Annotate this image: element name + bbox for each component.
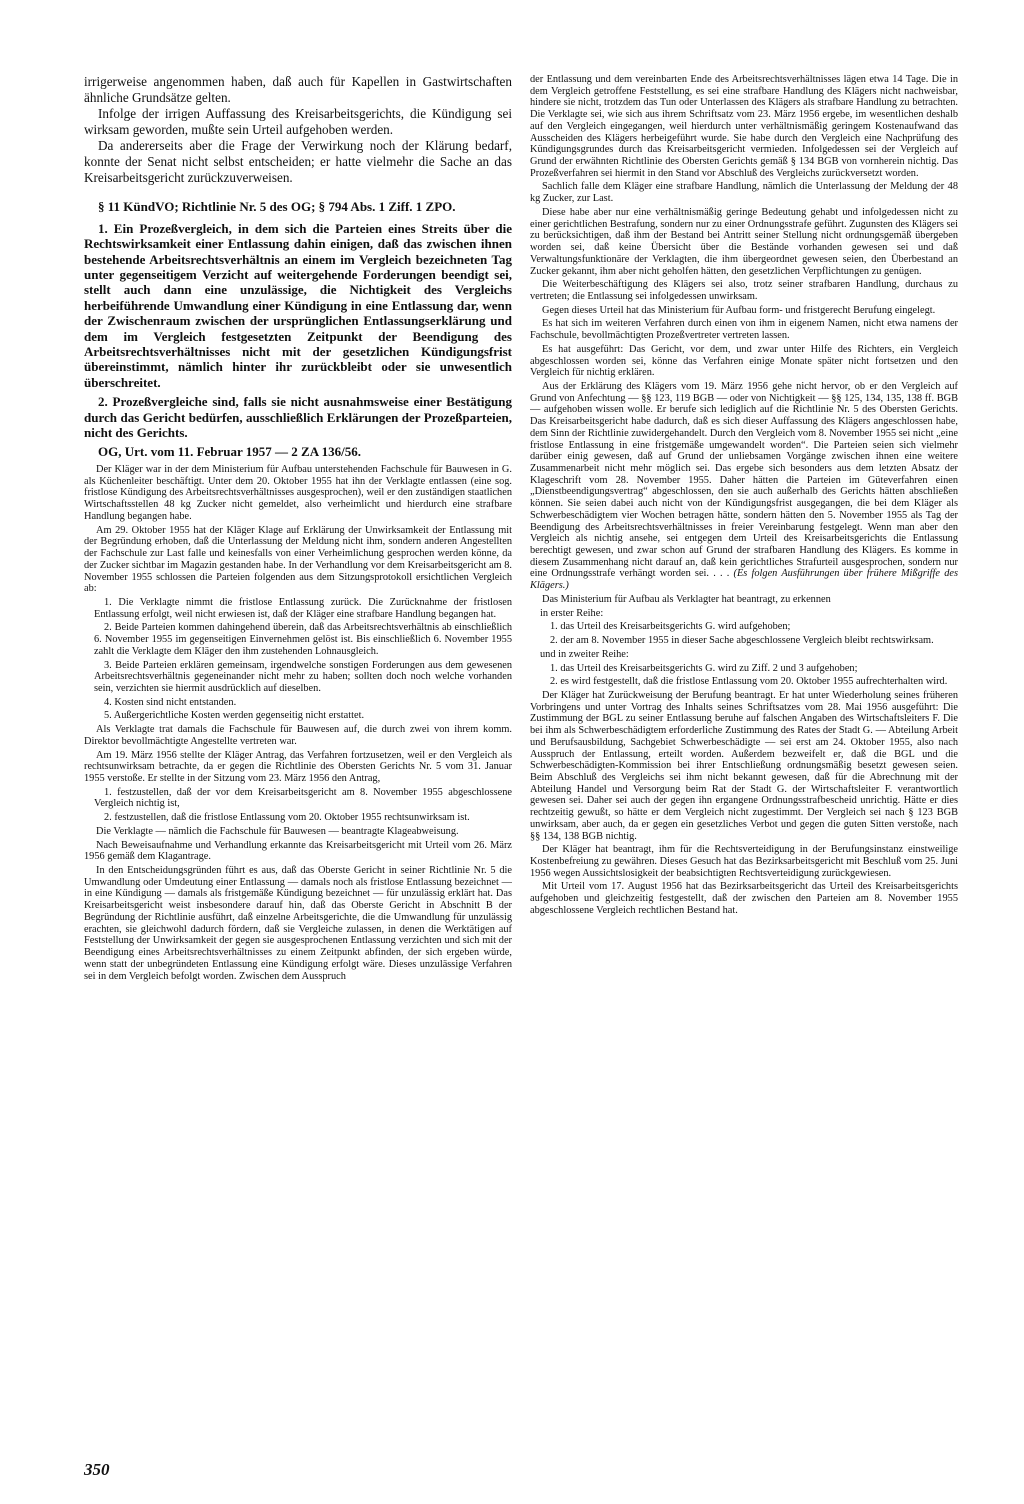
editorial-note: (Es folgen Ausführungen über frühere Mißgriffe des Klägers.) [530, 568, 958, 592]
motion-item: 1. das Urteil des Kreisarbeitsgerichts G. wird aufgehoben; [550, 621, 791, 633]
motion-item: 2. der am 8. November 1955 in dieser Sache abgeschlossene Vergleich bleibt rechtswirksam. [550, 635, 934, 647]
paragraph: Infolge der irrigen Auffassung des Kreisarbeitsgerichts, die Kündigung sei wirksam geworden, mußte sein Urteil aufgehoben werden. [84, 106, 512, 137]
paragraph: Am 29. Oktober 1955 hat der Kläger Klage auf Erklärung der Unwirksamkeit der Entlassung mit der Begründung erhoben, daß die Unterlassung der Meldung nicht ihm, sondern anderen Angestellten der Fachschule zur Last falle und keinesfalls von einer Verheimlichung gesprochen werden könne, da der Zucker sichtbar im Magazin gestanden habe. In der Verhandlung vor dem Kreisarbeitsgericht am 8. November 1955 schlossen die Parteien folgenden aus dem Sitzungsprotokoll ersichtlichen Vergleich ab: [84, 524, 512, 595]
settlement-item: 4. Kosten sind nicht entstanden. [104, 696, 237, 708]
motion-item: 2. es wird festgestellt, daß die fristlose Entlassung vom 20. Oktober 1955 aufrechterhalten wird. [550, 676, 948, 688]
paragraph: Am 19. März 1956 stellte der Kläger Antrag, das Verfahren fortzusetzen, weil er den Vergleich als rechtsunwirksam betrachte, da er gegen die Richtlinie des Obersten Gerichts Nr. 5 vom 31. Januar 1955 verstoße. Er stellte in der Sitzung vom 23. März 1956 den Antrag, [84, 749, 512, 784]
paragraph: Es hat ausgeführt: Das Gericht, vor dem, und zwar unter Hilfe des Richters, ein Vergleich abgeschlossen worden sei, könne das Verfahren einige Monate später nicht fortsetzen und den Vergleich für nichtig erklären. [530, 343, 958, 379]
paragraph: Nach Beweisaufnahme und Verhandlung erkannte das Kreisarbeitsgericht mit Urteil vom 26. März 1956 gemäß dem Klagantrage. [84, 839, 512, 863]
paragraph: Als Verklagte trat damals die Fachschule für Bauwesen auf, die durch zwei von ihrem komm. Direktor bevollmächtigte Angestellte vertreten war. [84, 724, 512, 747]
motion-label: in erster Reihe: [540, 607, 604, 619]
section-heading: § 11 KündVO; Richtlinie Nr. 5 des OG; § 794 Abs. 1 Ziff. 1 ZPO. [98, 199, 456, 215]
paragraph: Der Kläger hat beantragt, ihm für die Rechtsverteidigung in der Berufungsinstanz einstweilige Kostenbefreiung zu gewähren. Dieses Gesuch hat das Bezirksarbeitsgericht mit Beschluß vom 25. Juni 1956 wegen Aussichtslosigkeit der beabsichtigten Rechtsverteidigung zurückgewiesen. [530, 844, 958, 879]
right-column [530, 74, 958, 919]
paragraph: Mit Urteil vom 17. August 1956 hat das Bezirksarbeitsgericht das Urteil des Kreisarbeitsgerichts aufgehoben und gleichzeitig festgestellt, daß der zwischen den Parteien am 8. November 1955 abgeschlossene Vergleich rechtlichen Bestand hat. [530, 881, 958, 916]
paragraph: Das Ministerium für Aufbau als Verklagter hat beantragt, zu erkennen [542, 593, 831, 605]
settlement-item: 1. Die Verklagte nimmt die fristlose Entlassung zurück. Die Zurücknahme der fristlosen Entlassung erfolgt, weil nicht erwiesen ist, daß der Kläger eine strafbare Handlung begangen hat. [94, 596, 512, 620]
motion-item: 1. festzustellen, daß der vor dem Kreisarbeitsgericht am 8. November 1955 abgeschlossene Vergleich nichtig ist, [94, 786, 512, 810]
paragraph: Diese habe aber nur eine verhältnismäßig geringe Bedeutung gehabt und infolgedessen nicht zu einer gerichtlichen Bestrafung, sondern nur zu einer Ordnungsstrafe geführt. Zugunsten des Klägers sei zu berücksichtigen, daß ihm der Bestand bei Antritt seiner Stellung nicht ordnungsgemäß übergeben worden sei, daß keine Übersicht über die Bestände vorhanden gewesen sei und daß Verwaltungsfunktionäre der Verklagten, die ihm übergeordnet gewesen seien, den Überbestand an Zucker gekannt, ihm aber nicht geholfen hätten, den gesetzlichen Verpflichtungen zu genügen. [530, 206, 958, 277]
paragraph: Der Kläger war in der dem Ministerium für Aufbau unterstehenden Fachschule für Bauwesen in G. als Küchenleiter beschäftigt. Unter dem 20. Oktober 1955 hat ihn der Verklagte entlassen (eine sog. fristlose Kündigung des Arbeitsrechtsverhältnisses ausgesprochen), weil er den zuständigen staatlichen Wirtschaftsstellen 48 kg Zucker nicht gemeldet, also verheimlicht und hierdurch eine strafbare Handlung begangen habe. [84, 464, 512, 522]
paragraph: Es hat sich im weiteren Verfahren durch einen von ihm in eigenem Namen, nicht etwa namens der Fachschule, bevollmächtigten Prozeßvertreter vertreten lassen. [530, 318, 958, 342]
left-column [84, 74, 512, 984]
paragraph: der Entlassung und dem vereinbarten Ende des Arbeitsrechtsverhältnisses lägen etwa 14 Tage. Die in dem Vergleich getroffene Feststellung, es sei eine strafbare Handlung des Klägers nicht nachweisbar, hindere sie nicht, trotzdem das Tun oder Unterlassen des Klägers als strafbare Handlung zu betrachten. Die Verklagte sei, wie sich aus ihrem Schriftsatz vom 23. März 1956 ergebe, im wesentlichen deshalb auf den Vergleich eingegangen, weil hierdurch unter verhältnismäßig geringem Kostenaufwand das Ausscheiden des Klägers herbeigeführt wurde. Sie habe durch den Vergleich eine Nachprüfung des Kündigungsgrundes durch das Kreisarbeitsgericht vermieden. Infolgedessen sei der Vergleich auf Grund der erwähnten Richtlinie des Obersten Gerichts gemäß § 134 BGB von vornherein nichtig. Das Prozeßverfahren sei hiermit in den Stand vor Abschluß des Vergleichs zurückversetzt worden. [530, 74, 958, 179]
headnote-1: 1. Ein Prozeßvergleich, in dem sich die Parteien eines Streits über die Rechtswirksamkeit einer Entlassung dahin einigen, daß das zwischen ihnen bestehende Arbeitsrechtsverhältnis an einem im Vergleich bezeichneten Tag unter gegenseitigem Verzicht auf weitergehende Forderungen beendigt sei, stellt auch dann eine unzulässige, die Nichtigkeit des Vergleichs herbeiführende Umwandlung einer Kündigung in eine Entlassung dar, wenn der Zwischenraum zwischen der ursprünglichen Entlassungserklärung und dem im Vergleich festgesetzten Zeitpunkt der Beendigung des Arbeitsrechtsverhältnisses nicht mit der gesetzlichen Kündigungsfrist übereinstimmt, nämlich hinter ihr zurückbleibt oder sie unwesentlich überschreitet. [84, 220, 512, 390]
paragraph: Die Verklagte — nämlich die Fachschule für Bauwesen — beantragte Klageabweisung. [96, 825, 459, 837]
settlement-item: 2. Beide Parteien kommen dahingehend überein, daß das Arbeitsrechtsverhältnis ab einschließlich 6. November 1955 im gegenseitigen Einvernehmen gelöst ist. Bis einschließlich 6. November 1955 zahlt die Verklagte dem Kläger den ihm zustehenden Lohnausgleich. [94, 622, 512, 657]
decision-citation: OG, Urt. vom 11. Februar 1957 — 2 ZA 136/56. [98, 444, 362, 460]
paragraph: irrigerweise angenommen haben, daß auch für Kapellen in Gastwirtschaften ähnliche Grundsätze gelten. [84, 74, 512, 105]
paragraph [530, 381, 958, 592]
paragraph: Da andererseits aber die Frage der Verwirkung noch der Klärung bedarf, konnte der Senat nicht selbst entscheiden; er hatte vielmehr die Sache an das Kreisarbeitsgericht zurückzuverweisen. [84, 138, 512, 185]
headnote-2: 2. Prozeßvergleiche sind, falls sie nicht ausnahmsweise einer Bestätigung durch das Gericht bedürfen, ausschließlich Erklärungen der Prozeßparteien, nicht des Gerichts. [84, 394, 512, 441]
page-number: 350 [84, 1460, 110, 1479]
motion-item: 1. das Urteil des Kreisarbeitsgerichts G. wird zu Ziff. 2 und 3 aufgehoben; [550, 662, 858, 674]
paragraph: Der Kläger hat Zurückweisung der Berufung beantragt. Er hat unter Wiederholung seines früheren Vorbringens und unter Vortrag des Inhalts seines Schriftsatzes vom 28. Mai 1956 ausgeführt: Die Zustimmung der BGL zu seiner Entlassung beruhe auf falschen Angaben des Wirtschaftsleiters F. Die bei ihm als Schwerbeschädigtem erforderliche Zustimmung des Rates der Stadt G. — Abteilung Arbeit und Berufsausbildung, Sachgebiet Schwerbeschädigte — sei erst am 24. Oktober 1955, also nach Ausspruch der Entlassung, erteilt worden. Außerdem bezweifelt er, daß die BGL und die Schwerbeschädigten-Kommission bei ihrer Entschließung ordnungsmäßig besetzt gewesen seien. Beim Abschluß des Vergleichs sei ihm nicht bekannt gewesen, daß für die Abrechnung mit der Abteilung Handel und Versorgung beim Rat der Stadt G. der Wirtschaftsleiter F. verantwortlich gewesen sei. Daher sei auch der gegen ihn ergangene Ordnungsstrafbescheid unrichtig. Hätte er dies rechtzeitig gewußt, so hätte er dem Vergleich nicht zugestimmt. Der Vergleich sei nach § 123 BGB unwirksam, aber auch, da er gegen ein gesetzliches Verbot und gegen die guten Sitten verstoße, nach §§ 134, 138 BGB nichtig. [530, 689, 958, 842]
paragraph: Gegen dieses Urteil hat das Ministerium für Aufbau form- und fristgerecht Berufung eingelegt. [542, 304, 936, 316]
paragraph-text: Aus der Erklärung des Klägers vom 19. März 1956 gehe nicht hervor, ob er den Vergleich auf Grund von Anfechtung — §§ 123, 119 BGB — oder von Nichtigkeit — §§ 125, 134, 135, 138 ff. BGB — aufgehoben wissen wolle. Er berufe sich lediglich auf die Richtlinie Nr. 5 des Obersten Gerichts. Das Kreisarbeitsgericht habe dadurch, daß es sich dieser Auffassung des Klägers angeschlossen habe, dem Sinn der Richtlinie zuwidergehandelt. Durch den Vergleich vom 8. November 1955 sei nicht „eine fristlose Entlassung in eine fristgemäße umgewandelt worden“. Die Parteien seien sich vielmehr darüber einig gewesen, daß auf Grund der unliebsamen Vorgänge zwischen ihnen eine weitere Zusammenarbeit nicht mehr möglich sei. Das ergebe sich besonders aus dem letzten Absatz der Klageschrift vom 28. November 1955. Daher hätten die Parteien im Güteverfahren einen „Dienstbeendigungsvertrag“ abgeschlossen, den sie auch außerhalb des Gerichts hätten abschließen können. Sie seien dabei auch nicht von der Kündigungsfrist ausgegangen, die bei dem Kläger als Schwerbeschädigtem vier Wochen betragen hätte, sondern hätten den 5. November 1955 als Tag der Beendigung des Arbeitsrechtsverhältnisses in freier Vereinbarung festgelegt. Wenn man aber den Vergleich als nichtig ansehe, sei entgegen dem Urteil des Kreisarbeitsgerichts die Entlassung berechtigt gewesen, und zwar schon auf Grund der strafbaren Handlung des Klägers. Es komme in diesem Zusammenhang nicht darauf an, daß kein gerichtliches Strafurteil ausgesprochen, sondern nur eine Ordnungsstrafe verhängt worden sei. . . . [530, 380, 958, 580]
paragraph: In den Entscheidungsgründen führt es aus, daß das Oberste Gericht in seiner Richtlinie Nr. 5 die Umwandlung oder Umdeutung einer Entlassung — damals noch als fristlose Entlassung bezeichnet — in eine Kündigung — damals als fristgemäße Kündigung bezeichnet — für unzulässig erklärt hat. Das Kreisarbeitsgericht weist insbesondere darauf hin, daß das Oberste Gericht in Abschnitt B der Begründung der Richtlinie ausführt, daß einzelne Arbeitsgerichte, die die Umwandlung für unzulässig erachten, sie gleichwohl dadurch fördern, daß sie Vergleiche zulassen, in denen die Werktätigen auf Feststellung der Unwirksamkeit der gegen sie ausgesprochenen Entlassung verzichten und sich mit der Beendigung eines Arbeitsrechtsverhältnisses zu einem Zeitpunkt abfinden, der sich ergeben würde, wenn statt der unbegründeten Entlassung eine Kündigung erfolgt wäre. Dieses unzulässige Verfahren sei in dem Vergleich befolgt worden. Zwischen dem Ausspruch [84, 865, 512, 982]
motion-label: und in zweiter Reihe: [540, 648, 629, 660]
settlement-item: 5. Außergerichtliche Kosten werden gegenseitig nicht erstattet. [104, 710, 365, 722]
settlement-item: 3. Beide Parteien erklären gemeinsam, irgendwelche sonstigen Forderungen aus dem gewesenen Arbeitsrechtsverhältnis gegeneinander nicht mehr zu haben; sollten doch noch welche vorhanden sein, verzichten sie hiermit ausdrücklich auf dieselben. [94, 659, 512, 694]
paragraph: Die Weiterbeschäftigung des Klägers sei also, trotz seiner strafbaren Handlung, durchaus zu vertreten; die Entlassung sei infolgedessen unwirksam. [530, 279, 958, 302]
motion-item: 2. festzustellen, daß die fristlose Entlassung vom 20. Oktober 1955 rechtsunwirksam ist. [104, 812, 470, 824]
paragraph: Sachlich falle dem Kläger eine strafbare Handlung, nämlich die Unterlassung der Meldung der 48 kg Zucker, zur Last. [530, 181, 958, 205]
